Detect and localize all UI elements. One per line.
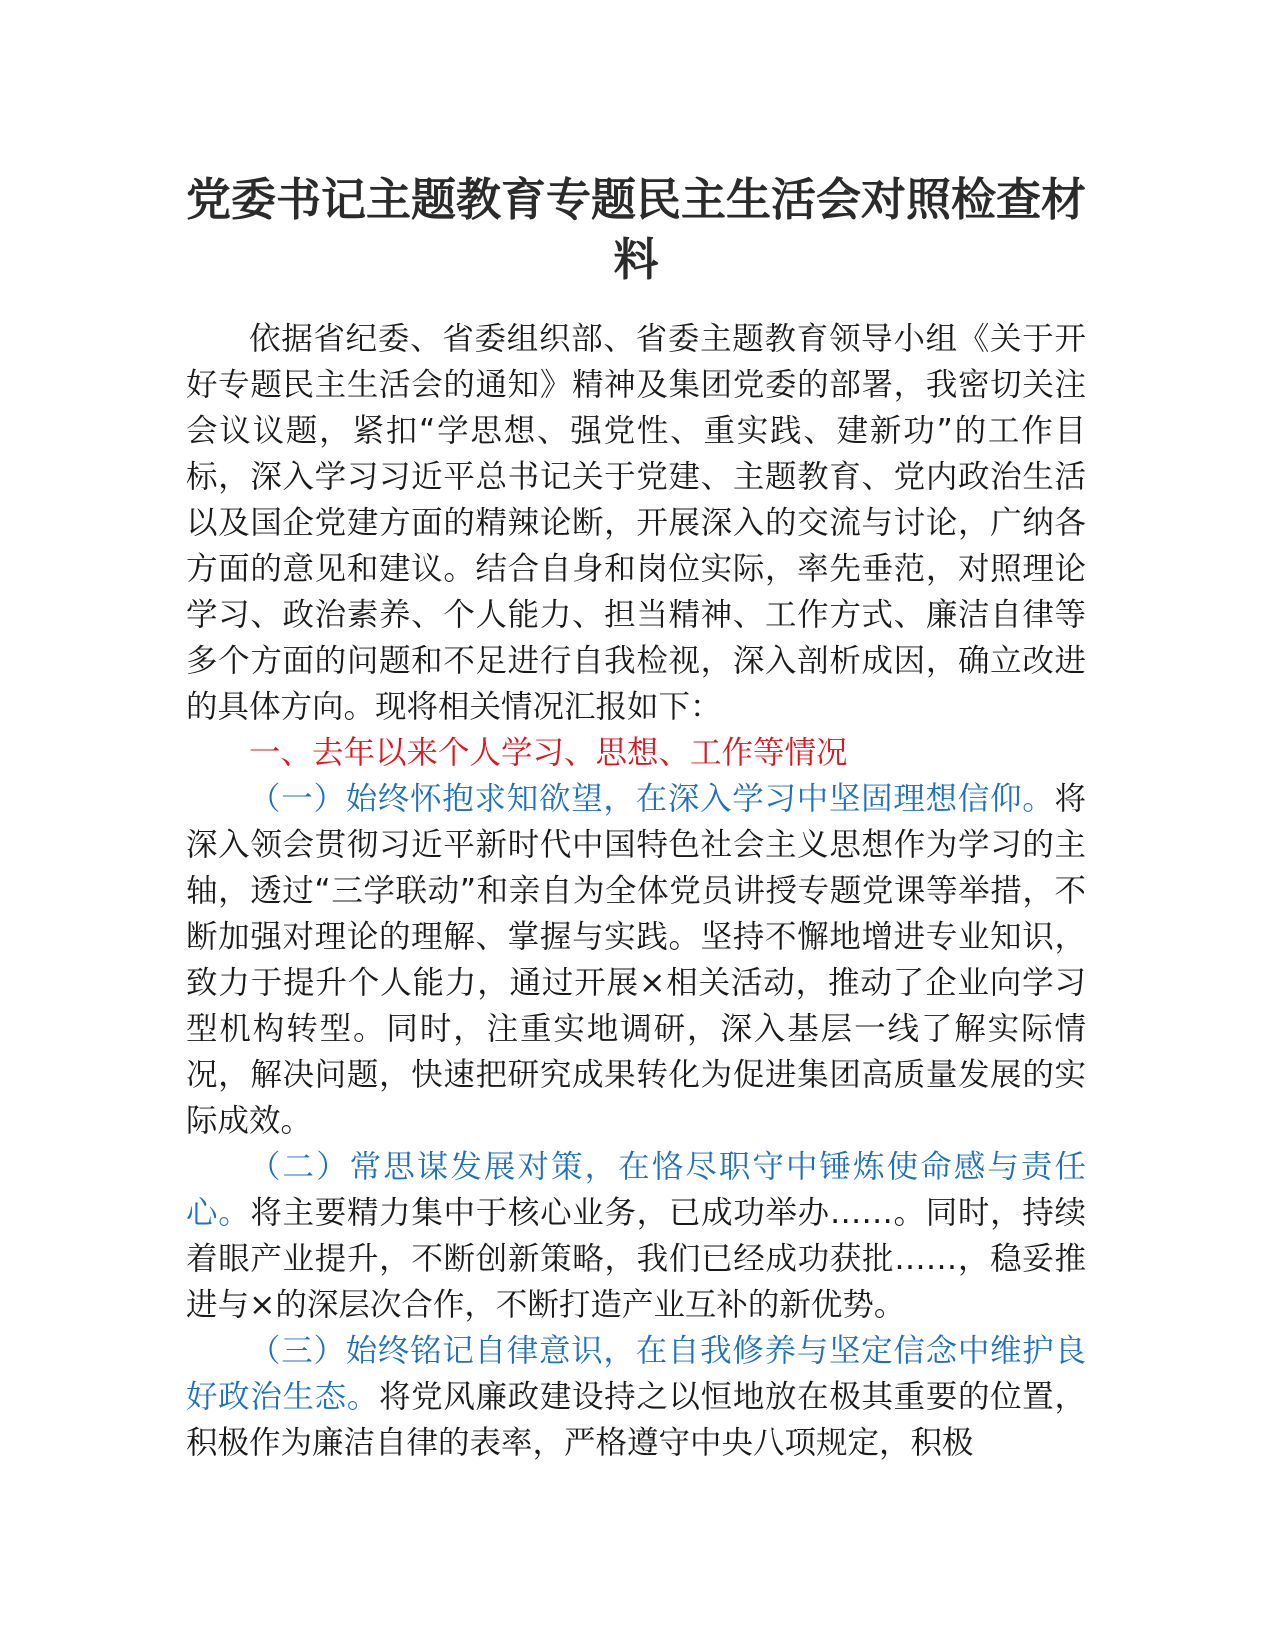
item-lead: （二）常思谋发展对策，在恪尽职守中锤炼使命感与责任心。 [186, 1149, 1086, 1231]
item-lead: （一）始终怀抱求知欲望，在深入学习中坚固理想信仰。 [249, 781, 1055, 817]
item-body: 将党风廉政建设持之以恒地放在极其重要的位置，积极作为廉洁自律的表率，严格遵守中央八项规定，积极 [186, 1379, 1086, 1461]
item-body: 将主要精力集中于核心业务，已成功举办……。同时，持续着眼产业提升，不断创新策略，我们已经成功获批……，稳妥推进与×的深层次合作，不断打造产业互补的新优势。 [186, 1195, 1086, 1323]
document-content [186, 170, 1086, 1466]
item-lead: （三）始终铭记自律意识，在自我修养与坚定信念中维护良好政治生态。 [186, 1333, 1086, 1415]
item-paragraph [186, 1144, 1086, 1328]
item-paragraph [186, 776, 1086, 1144]
document-title: 党委书记主题教育专题民主生活会对照检查材料 [186, 173, 1087, 286]
item-body: 将深入领会贯彻习近平新时代中国特色社会主义思想作为学习的主轴，透过“三学联动”和亲自为全体党员讲授专题党课等举措，不断加强对理论的理解、掌握与实践。坚持不懈地增进专业知识，致力于提升个人能力，通过开展×相关活动，推动了企业向学习型机构转型。同时，注重实地调研，深入基层一线了解实际情况，解决问题，快速把研究成果转化为促进集团高质量发展的实际成效。 [186, 781, 1086, 1139]
intro-paragraph: 依据省纪委、省委组织部、省委主题教育领导小组《关于开好专题民主生活会的通知》精神及集团党委的部署，我密切关注会议议题，紧扣“学思想、强党性、重实践、建新功”的工作目标，深入学习习近平总书记关于党建、主题教育、党内政治生活以及国企党建方面的精辣论断，开展深入的交流与讨论，广纳各方面的意见和建议。结合自身和岗位实际，率先垂范，对照理论学习、政治素养、个人能力、担当精神、工作方式、廉洁自律等多个方面的问题和不足进行自我检视，深入剖析成因，确立改进的具体方向。现将相关情况汇报如下： [186, 321, 1086, 725]
item-paragraph [186, 1328, 1086, 1466]
section-heading: 一、去年以来个人学习、思想、工作等情况 [249, 735, 848, 771]
